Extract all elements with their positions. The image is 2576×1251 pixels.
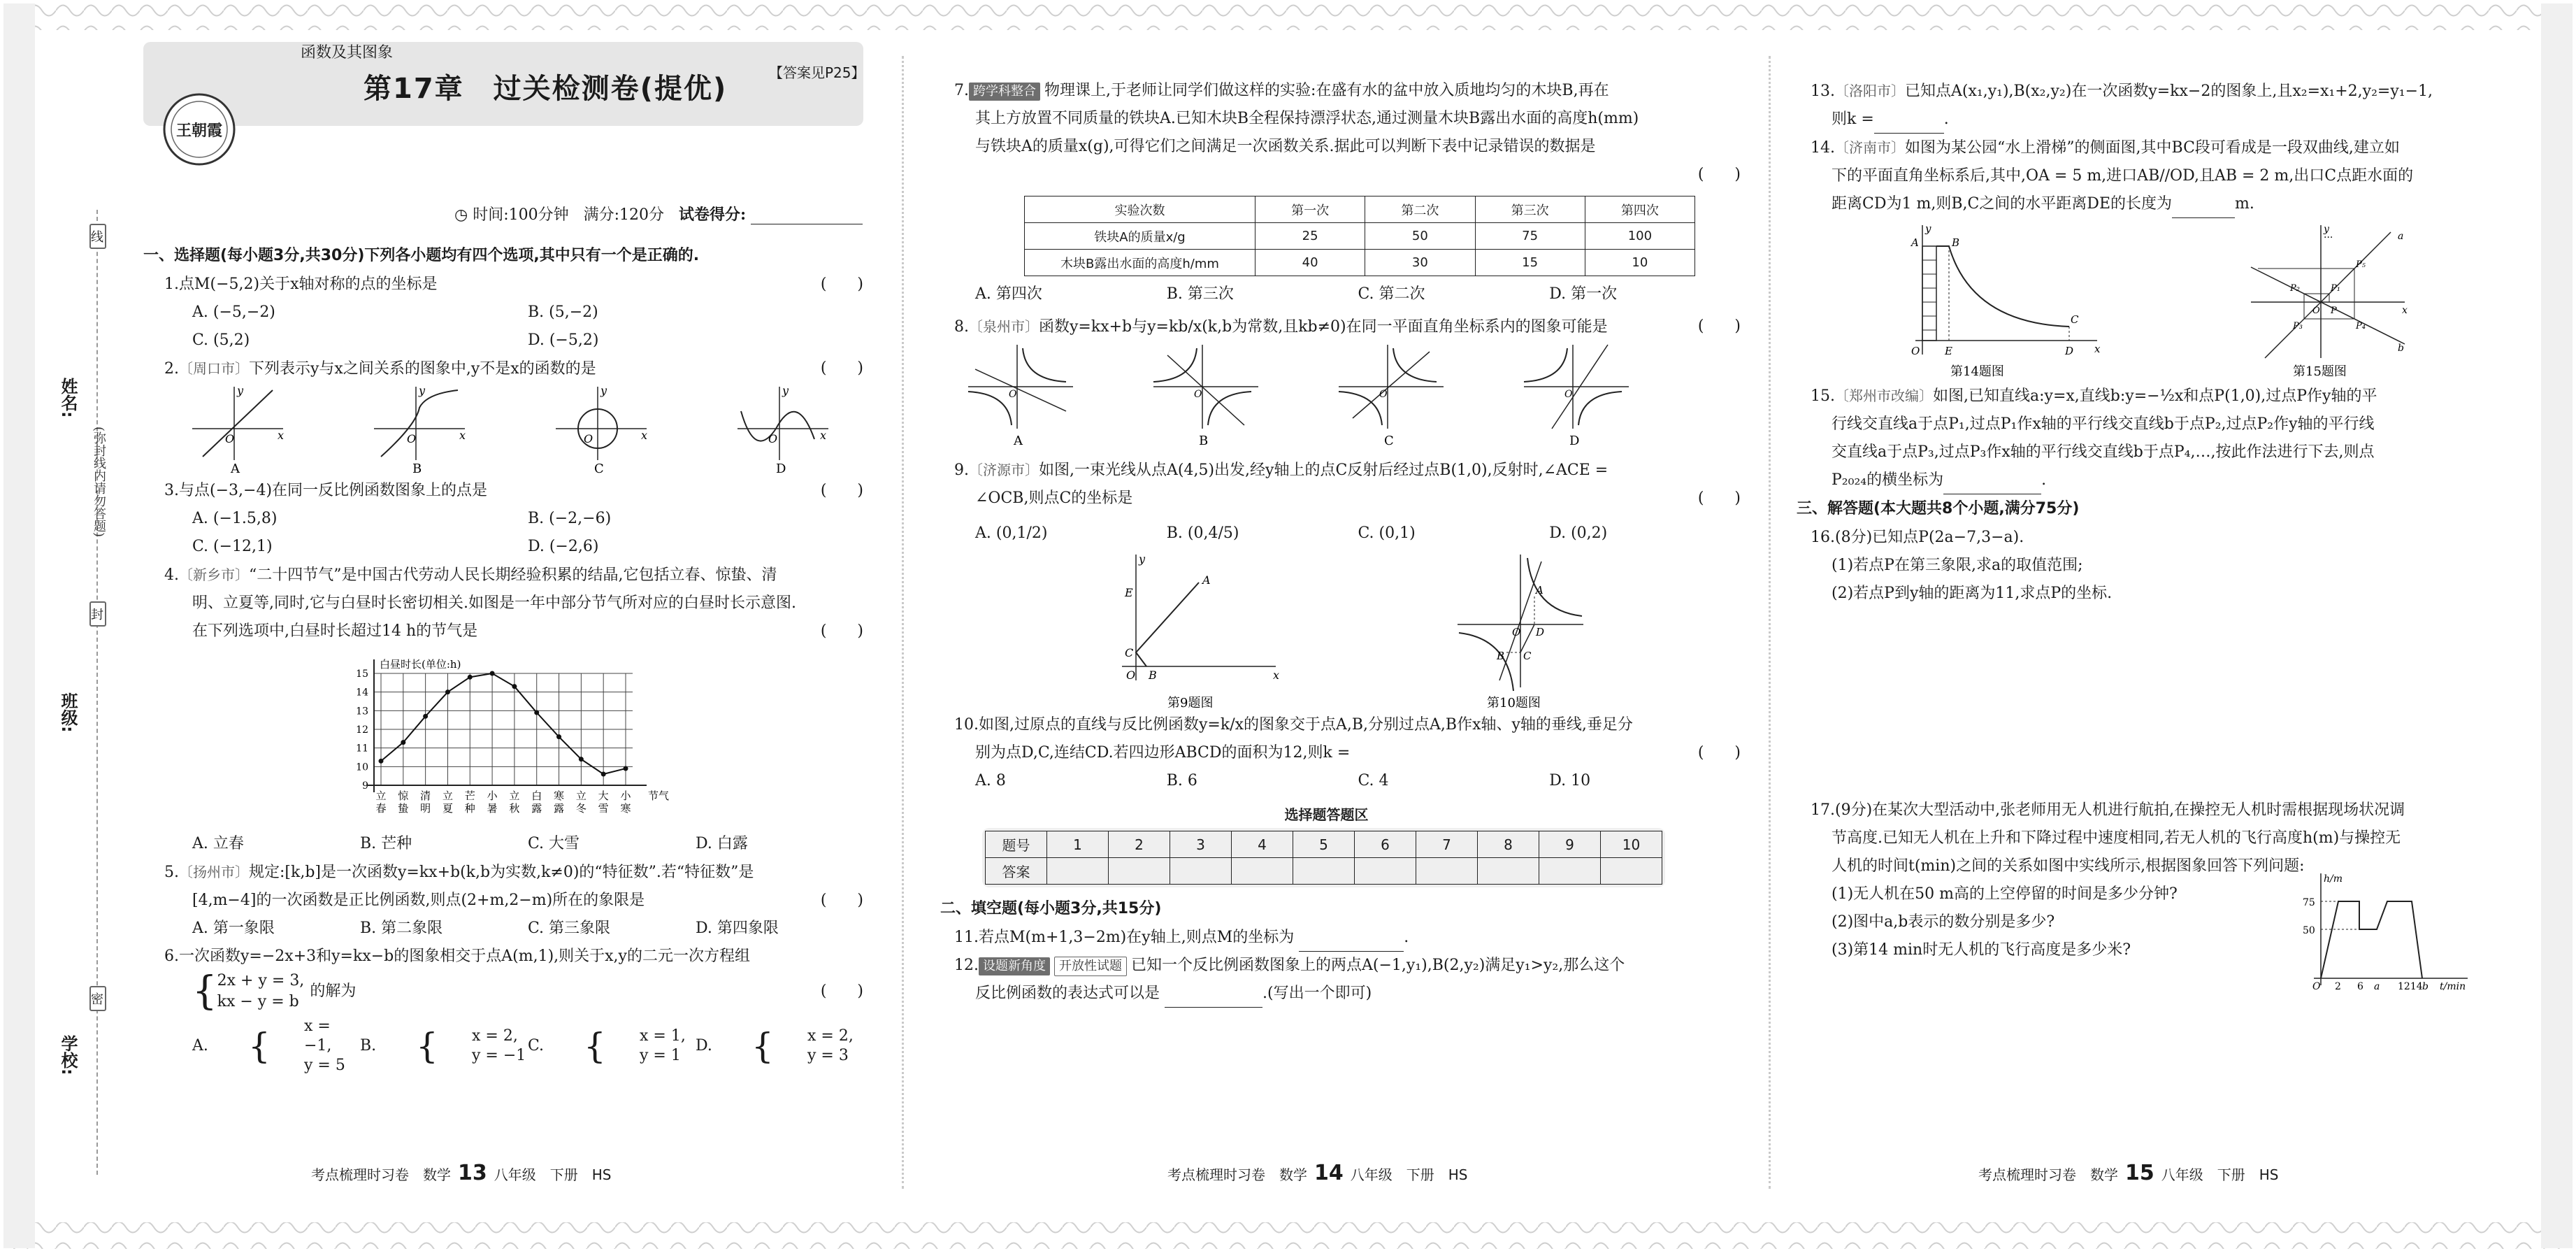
q2-graph-d	[737, 384, 828, 474]
section-2-title: 二、填空题(每小题3分,共15分)	[940, 900, 1162, 917]
answer-cell[interactable]	[1047, 858, 1109, 885]
option-d[interactable]: D. 10	[1549, 772, 1591, 789]
x-tick-label: 寒	[554, 789, 565, 802]
option-c[interactable]: C. 4	[1358, 772, 1389, 789]
q17-part: (3)第14 min时无人机的飞行高度是多少米?	[1832, 941, 2131, 959]
chart-title: 白昼时长(单位:h)	[380, 658, 461, 671]
y-tick-label: 9	[362, 780, 368, 792]
option-b[interactable]: B. 6	[1166, 772, 1197, 789]
y-tick-label: 15	[356, 669, 368, 680]
answer-blank[interactable]	[1299, 934, 1404, 952]
x-tick-label: 明	[420, 802, 431, 815]
answer-blank[interactable]	[1165, 989, 1262, 1008]
option-a[interactable]: A. (−5,−2)	[192, 303, 275, 321]
q7-text: 与铁块A的质量x(g),可得它们之间满足一次函数关系.据此可以判断下表中记录错误的数据是	[975, 138, 1596, 155]
svg-text:y: y	[782, 384, 789, 397]
question-5: 5.〔扬州市〕规定:[k,b]是一次函数y=kx+b(k,b为实数,k≠0)的“特征数”.若“特征数”是	[164, 864, 754, 881]
class-label: 班级:	[58, 692, 78, 733]
q16-part: (1)若点P在第三象限,求a的取值范围;	[1832, 557, 2083, 574]
data-point	[556, 734, 561, 739]
svg-text:P₅: P₅	[2356, 259, 2366, 270]
q14-text: 下的平面直角坐标系后,其中,OA = 5 m,进口AB//OD,且AB = 2 m,出口C点距水面的	[1832, 167, 2414, 185]
q8-graph-b	[1153, 345, 1258, 446]
q6-system: { 2x + y = 3, kx − y = b 的解为 ( )	[192, 968, 863, 1014]
school-label: 学校:	[58, 1035, 78, 1075]
svg-text:x: x	[2402, 305, 2408, 316]
svg-text:y: y	[600, 384, 607, 397]
page-13	[143, 241, 863, 1251]
svg-text:x: x	[459, 429, 466, 442]
x-tick-label: 冬	[575, 802, 587, 815]
page-divider	[1769, 56, 1771, 1189]
x-tick-label: 种	[464, 802, 475, 815]
y-tick-label: 12	[356, 724, 368, 736]
q10-options	[954, 767, 1741, 795]
publisher-logo	[161, 91, 238, 168]
option-a[interactable]: A. (0,1/2)	[975, 524, 1048, 542]
data-point	[534, 710, 539, 715]
answer-paren[interactable]: ( )	[1697, 166, 1741, 183]
q17-part: (1)无人机在50 m高的上空停留的时间是多少分钟?	[1832, 885, 2178, 903]
question-4: 4.〔新乡市〕“二十四节气”是中国古代劳动人民长期经验积累的结晶,它包括立春、惊蛰、清	[164, 566, 777, 584]
svg-text:B: B	[1497, 650, 1505, 662]
tag-badge: 跨学科整合	[969, 83, 1040, 101]
seal-char: 封	[89, 601, 106, 627]
footer-page-15: 考点梳理时习卷 数学 15 八年级 下册 HS	[1978, 1161, 2279, 1185]
svg-text:a: a	[2398, 231, 2404, 242]
svg-text:x: x	[820, 429, 827, 442]
q17-text: 人机的时间t(min)之间的关系如图中实线所示,根据图象回答下列问题:	[1832, 857, 2305, 875]
option-b[interactable]: B. 第二象限	[360, 920, 443, 937]
tag-badge: 开放性试题	[1054, 957, 1127, 976]
q17-part: (2)图中a,b表示的数分别是多少?	[1832, 913, 2055, 931]
q9-text: ∠OCB,则点C的坐标是 ( )	[954, 485, 1741, 513]
svg-text:O: O	[1564, 389, 1573, 400]
question-9: 9.〔济源市〕如图,一束光线从点A(4,5)出发,经y轴上的点C反射后经过点B(1,0),反射时,∠ACE =	[954, 462, 1609, 479]
tag-badge: 设题新角度	[979, 957, 1050, 975]
q9-q10-figures	[954, 548, 1741, 708]
table-row: 实验次数 第一次 第二次 第三次 第四次	[1025, 196, 1695, 223]
question-16: 16.(8分)已知点P(2a−7,3−a).	[1811, 529, 2024, 546]
question-3: 3.与点(−3,−4)在同一反比例函数图象上的点是 ( )	[143, 477, 863, 505]
svg-text:O: O	[2312, 981, 2321, 992]
q15-text: P₂₀₂₄的横坐标为 .	[1811, 466, 2517, 494]
option-c[interactable]: C. { x = 1, y = 1	[528, 1026, 686, 1066]
exam-score-blank[interactable]	[751, 206, 863, 224]
x-tick-label: 惊	[398, 789, 409, 802]
q3-options	[143, 505, 863, 533]
y-tick-label: 13	[356, 706, 368, 717]
svg-text:E: E	[1125, 586, 1133, 599]
svg-text:C: C	[1523, 650, 1532, 662]
answer-paren[interactable]: ( )	[1697, 317, 1741, 335]
option-c[interactable]: C. 大雪	[528, 835, 580, 852]
question-14: 14.〔济南市〕如图为某公园“水上滑梯”的侧面图,其中BC段可看成是一段双曲线,建立如	[1811, 139, 2400, 157]
svg-text:O: O	[768, 432, 778, 445]
x-tick-label: 立	[575, 789, 587, 802]
svg-text:D: D	[2065, 345, 2074, 357]
svg-text:6: 6	[2357, 981, 2363, 992]
graph-label: D	[776, 462, 786, 474]
fig-15	[2251, 224, 2408, 379]
question-8: 8.〔泉州市〕函数y=kx+b与y=kb/x(k,b为常数,且kb≠0)在同一平面直角坐标系内的图象可能是 ( )	[954, 313, 1741, 341]
q2-graph-a	[192, 384, 284, 474]
option-c[interactable]: C. (5,2)	[192, 331, 250, 349]
svg-text:O: O	[1512, 626, 1521, 638]
q10-text: 别为点D,C,连结CD.若四边形ABCD的面积为12,则k = ( )	[954, 739, 1741, 767]
question-17: 17.(9分)在某次大型活动中,张老师用无人机进行航拍,在操控无人机时需根据现场状况调	[1811, 801, 2405, 819]
y-tick-label: 10	[356, 762, 368, 773]
score-label: 满分:120分	[583, 206, 664, 224]
svg-text:P₂: P₂	[2290, 283, 2300, 294]
svg-text:75: 75	[2303, 897, 2315, 908]
graph-label: A	[231, 462, 240, 474]
option-b[interactable]: B. { x = 2, y = −1	[360, 1026, 526, 1066]
question-6: 6.一次函数y=−2x+3和y=kx−b的图象相交于点A(m,1),则关于x,y的二元一次方程组	[164, 948, 750, 965]
x-tick-label: 白	[531, 789, 542, 802]
q8-graphs	[954, 341, 1741, 446]
footer-page-13: 考点梳理时习卷 数学 13 八年级 下册 HS	[311, 1161, 612, 1185]
x-tick-label: 秋	[509, 802, 520, 815]
q17-text: 节高度.已知无人机在上升和下降过程中速度相同,若无人机的飞行高度h(m)与操控无	[1832, 829, 2401, 847]
page-divider	[902, 56, 904, 1189]
svg-text:y: y	[1139, 552, 1146, 566]
q4-text: 明、立夏等,同时,它与白昼时长密切相关.如图是一年中部分节气所对应的白昼时长示意图.	[192, 594, 796, 612]
option-d[interactable]: D. (0,2)	[1549, 524, 1608, 542]
svg-text:D: D	[1536, 626, 1545, 638]
svg-text:C: C	[1125, 646, 1134, 659]
svg-text:O: O	[225, 432, 235, 445]
data-point	[423, 714, 428, 719]
q7-table	[1024, 196, 1695, 276]
svg-text:O: O	[584, 432, 593, 445]
answer-blank[interactable]	[2172, 200, 2235, 218]
answer-paren[interactable]: ( )	[820, 359, 863, 377]
answer-paren[interactable]: ( )	[820, 482, 863, 499]
answer-cell[interactable]	[1355, 858, 1416, 885]
fig-10	[1458, 555, 1583, 708]
x-tick-label: 立	[442, 789, 453, 802]
data-point	[490, 671, 495, 676]
q15-text: 行线交直线a于点P₁,过点P₁作x轴的平行线交直线b于点P₂,过点P₂作y轴的平行线	[1832, 415, 2375, 433]
q8-graph-a	[968, 345, 1073, 446]
fig-14	[1910, 222, 2101, 379]
option-d[interactable]: D. { x = 2, y = 3	[696, 1026, 854, 1066]
binding-sidebar	[56, 210, 140, 1175]
data-point	[468, 675, 473, 680]
svg-text:y: y	[2324, 224, 2329, 235]
q5-options	[143, 915, 863, 943]
x-tick-label: 露	[554, 802, 565, 815]
svg-text:P: P	[2331, 306, 2337, 316]
fig-caption: 第9题图	[1167, 696, 1214, 708]
x-tick-label: 夏	[442, 802, 453, 815]
answer-blank[interactable]	[1874, 115, 1944, 134]
q8-graph-d	[1524, 345, 1629, 446]
fig-9	[1122, 552, 1279, 708]
svg-text:50: 50	[2303, 925, 2315, 936]
svg-text:t/min: t/min	[2440, 981, 2466, 992]
answer-paren[interactable]: ( )	[820, 982, 863, 1000]
svg-text:C: C	[2071, 313, 2079, 326]
svg-text:A: A	[1536, 584, 1544, 596]
fig-caption: 第15题图	[2293, 364, 2347, 379]
svg-text:O: O	[1911, 345, 1920, 357]
data-point	[624, 766, 628, 771]
svg-text:B: B	[1952, 236, 1960, 249]
option-d[interactable]: D. (−5,2)	[528, 331, 599, 349]
svg-text:P₄: P₄	[2356, 321, 2366, 331]
q12-text: 反比例函数的表达式可以是 .(写出一个即可)	[954, 980, 1741, 1008]
option-a[interactable]: A. 立春	[192, 835, 244, 852]
option-c[interactable]: C. 第三象限	[528, 920, 611, 937]
svg-text:P₃: P₃	[2293, 321, 2303, 331]
option-c[interactable]: C. (−12,1)	[192, 538, 273, 555]
q9-options	[954, 520, 1741, 548]
q6-options	[143, 1017, 863, 1075]
svg-text:O: O	[407, 432, 417, 445]
name-label: 姓名:	[58, 378, 78, 418]
question-12: 12. 设题新角度 开放性试题 已知一个反比例函数图象上的两点A(−1,y₁),B(2,y₂)满足y₁>y₂,那么这个	[954, 952, 1741, 980]
svg-text:b: b	[2422, 981, 2429, 992]
answer-paren[interactable]: ( )	[820, 276, 863, 293]
svg-text:···: ···	[2324, 232, 2333, 243]
x-tick-label: 露	[531, 802, 542, 815]
table-row: 木块B露出水面的高度h/mm 40 30 15 10	[1025, 250, 1695, 276]
x-axis-label: 节气	[648, 789, 670, 802]
section-1-title: 一、选择题(每小题3分,共30分)下列各小题均有四个选项,其中只有一个是正确的.	[143, 247, 700, 264]
chapter-title: 第17章 过关检测卷(提优)	[364, 73, 728, 105]
option-b[interactable]: B. 芒种	[360, 835, 412, 852]
q7-text: 其上方放置不同质量的铁块A.已知木块B全程保持漂浮状态,通过测量木块B露出水面的高度h(mm)	[975, 110, 1639, 127]
logo-text: 王朝霞	[175, 122, 223, 140]
svg-text:h/m: h/m	[2324, 873, 2343, 885]
data-point	[512, 684, 517, 689]
y-tick-label: 14	[356, 687, 368, 699]
data-point	[445, 689, 450, 694]
answer-cell[interactable]	[1478, 858, 1539, 885]
table-row: 铁块A的质量x/g 25 50 75 100	[1025, 223, 1695, 250]
option-b[interactable]: B. (0,4/5)	[1166, 524, 1239, 542]
answer-paren[interactable]: ( )	[820, 622, 863, 640]
option-d[interactable]: D. 第四象限	[696, 920, 779, 937]
answer-paren[interactable]: ( )	[820, 892, 863, 909]
section-3-title: 三、解答题(本大题共8个小题,满分75分)	[1797, 500, 2080, 517]
svg-text:O: O	[1194, 389, 1202, 400]
option-d[interactable]: D. 第一次	[1549, 285, 1618, 303]
fig-caption: 第14题图	[1950, 364, 2004, 379]
answer-area	[982, 828, 1665, 887]
q7-paren-row	[954, 161, 1741, 189]
graph-label: C	[1384, 434, 1394, 446]
x-tick-label: 暑	[487, 802, 498, 815]
answer-reference: 【答案见P25】	[769, 64, 865, 81]
x-tick-label: 蛰	[398, 802, 409, 815]
q3-options	[143, 533, 863, 561]
question-10: 10.如图,过原点的直线与反比例函数y=k/x的图象交于点A,B,分别过点A,B作x轴、y轴的垂线,垂足分	[954, 716, 1633, 734]
daylight-chart	[143, 645, 863, 827]
svg-text:b: b	[2398, 343, 2404, 354]
svg-text:x: x	[278, 429, 285, 442]
answer-cell[interactable]	[1539, 858, 1601, 885]
x-tick-label: 小	[620, 789, 631, 802]
q17-parts	[1811, 873, 2517, 992]
answer-cell[interactable]	[1601, 858, 1662, 885]
svg-text:O: O	[1009, 389, 1017, 400]
q2-graphs	[143, 383, 863, 474]
answer-cell[interactable]	[1109, 858, 1170, 885]
q2-graph-c	[556, 384, 647, 474]
answer-grid	[985, 831, 1662, 885]
q13-text: 则k = .	[1811, 106, 2517, 134]
seal-note: (弥封线内请勿答题)	[92, 427, 106, 538]
answer-blank[interactable]	[1943, 476, 2041, 494]
exam-meta	[454, 203, 863, 224]
q8-graph-c	[1339, 345, 1444, 446]
data-point	[379, 759, 384, 764]
option-b[interactable]: B. (−2,−6)	[528, 510, 612, 527]
q16-answer-space[interactable]	[1811, 608, 2517, 796]
question-2: 2.〔周口市〕下列表示y与x之间关系的图象中,y不是x的函数的是 ( )	[143, 355, 863, 383]
x-tick-label: 立	[375, 789, 387, 802]
answer-paren[interactable]: ( )	[1697, 744, 1741, 762]
option-a[interactable]: A. (−1.5,8)	[192, 510, 278, 527]
q2-graph-b	[374, 384, 466, 474]
q4-options	[143, 830, 863, 858]
question-7: 7. 跨学科整合 物理课上,于老师让同学们做这样的实验:在盛有水的盆中放入质地均匀的木块B,再在	[954, 82, 1609, 99]
answer-cell[interactable]	[1170, 858, 1232, 885]
y-tick-label: 11	[356, 743, 368, 755]
svg-text:a: a	[2374, 981, 2380, 992]
answer-cell[interactable]	[1293, 858, 1355, 885]
graph-label: B	[1199, 434, 1209, 446]
clock-icon: ◷	[454, 206, 468, 224]
data-point	[401, 740, 405, 745]
svg-text:y: y	[1925, 222, 1931, 235]
question-15: 15.〔郑州市改编〕如图,已知直线a:y=x,直线b:y=−½x和点P(1,0),过点P作y轴的平	[1811, 387, 2377, 405]
x-tick-label: 清	[420, 789, 431, 802]
svg-text:y: y	[237, 384, 244, 397]
option-c[interactable]: C. 第二次	[1358, 285, 1425, 303]
svg-text:O: O	[1126, 669, 1136, 682]
x-tick-label: 春	[375, 802, 387, 815]
seal-char: 密	[89, 986, 106, 1011]
svg-text:x: x	[1273, 669, 1280, 682]
svg-text:x: x	[2094, 343, 2101, 355]
graph-label: A	[1014, 434, 1023, 446]
question-1: 1.点M(−5,2)关于x轴对称的点的坐标是 ( )	[143, 271, 863, 299]
page-15	[1797, 77, 2517, 1251]
svg-text:E: E	[1945, 345, 1952, 357]
q5-text: [4,m−4]的一次函数是正比例函数,则点(2+m,2−m)所在的象限是 ( )	[143, 887, 863, 915]
page-14	[940, 77, 1741, 1251]
drone-height-graph	[2293, 873, 2475, 992]
option-a[interactable]: A. { x = −1, y = 5	[192, 1017, 345, 1074]
svg-text:O: O	[1379, 389, 1388, 400]
svg-text:B: B	[1149, 669, 1157, 682]
answer-cell[interactable]	[1416, 858, 1478, 885]
data-point	[601, 772, 606, 777]
q4-text: 在下列选项中,白昼时长超过14 h的节气是 ( )	[143, 617, 863, 645]
answer-cell[interactable]	[1232, 858, 1293, 885]
option-b[interactable]: B. (5,−2)	[528, 303, 598, 321]
seal-line	[96, 210, 98, 1175]
question-13: 13.〔洛阳市〕已知点A(x₁,y₁),B(x₂,y₂)在一次函数y=kx−2的图象上,且x₂=x₁+2,y₂=y₁−1,	[1811, 83, 2433, 100]
x-tick-label: 大	[598, 789, 609, 802]
answer-area-title: 选择题答题区	[1284, 806, 1369, 823]
time-label: 时间:100分钟	[473, 206, 569, 224]
x-tick-label: 雪	[598, 802, 609, 815]
subject-label: 函数及其图象	[301, 44, 394, 62]
answer-paren[interactable]: ( )	[1697, 489, 1741, 507]
q14-q15-figures	[1811, 218, 2517, 379]
option-a[interactable]: A. 8	[975, 772, 1006, 789]
q1-options	[143, 327, 863, 355]
table-row: 题号 1 2 3 4 5 6 7 8 9 10	[986, 831, 1662, 858]
graph-label: B	[412, 462, 422, 474]
option-d[interactable]: D. 白露	[696, 835, 748, 852]
option-b[interactable]: B. 第三次	[1166, 285, 1234, 303]
svg-text:O: O	[2312, 306, 2320, 316]
svg-text:1214: 1214	[2398, 981, 2423, 992]
graph-label: C	[594, 462, 604, 474]
q15-text: 交直线a于点P₃,过点P₃作x轴的平行线交直线b于点P₄,…,按此作法进行下去,则点	[1832, 443, 2375, 461]
footer-page-14: 考点梳理时习卷 数学 14 八年级 下册 HS	[1167, 1161, 1468, 1185]
svg-text:x: x	[641, 429, 648, 442]
question-11: 11.若点M(m+1,3−2m)在y轴上,则点M的坐标为 .	[954, 924, 1741, 952]
option-c[interactable]: C. (0,1)	[1358, 524, 1416, 542]
svg-text:y: y	[419, 384, 426, 397]
svg-text:2: 2	[2335, 981, 2341, 992]
svg-text:P₁: P₁	[2331, 283, 2340, 294]
q16-part: (2)若点P到y轴的距离为11,求点P的坐标.	[1832, 585, 2113, 602]
graph-label: D	[1569, 434, 1580, 446]
x-tick-label: 立	[509, 789, 520, 802]
x-tick-label: 小	[487, 789, 498, 802]
exam-score-label: 试卷得分:	[678, 206, 747, 224]
data-point	[579, 757, 584, 762]
x-tick-label: 寒	[620, 802, 631, 815]
q7-options	[954, 280, 1741, 308]
seal-char: 线	[89, 224, 106, 249]
svg-text:A: A	[1202, 573, 1211, 587]
svg-text:A: A	[1911, 236, 1919, 249]
fig-caption: 第10题图	[1487, 696, 1541, 708]
q1-options	[143, 299, 863, 327]
x-tick-label: 芒	[464, 789, 475, 802]
option-d[interactable]: D. (−2,6)	[528, 538, 599, 555]
daylight-series-line	[381, 673, 626, 774]
option-a[interactable]: A. 第四次	[975, 285, 1042, 303]
table-row: 答案	[986, 858, 1662, 885]
option-a[interactable]: A. 第一象限	[192, 920, 275, 937]
q14-text: 距离CD为1 m,则B,C之间的水平距离DE的长度为 m.	[1811, 190, 2517, 218]
